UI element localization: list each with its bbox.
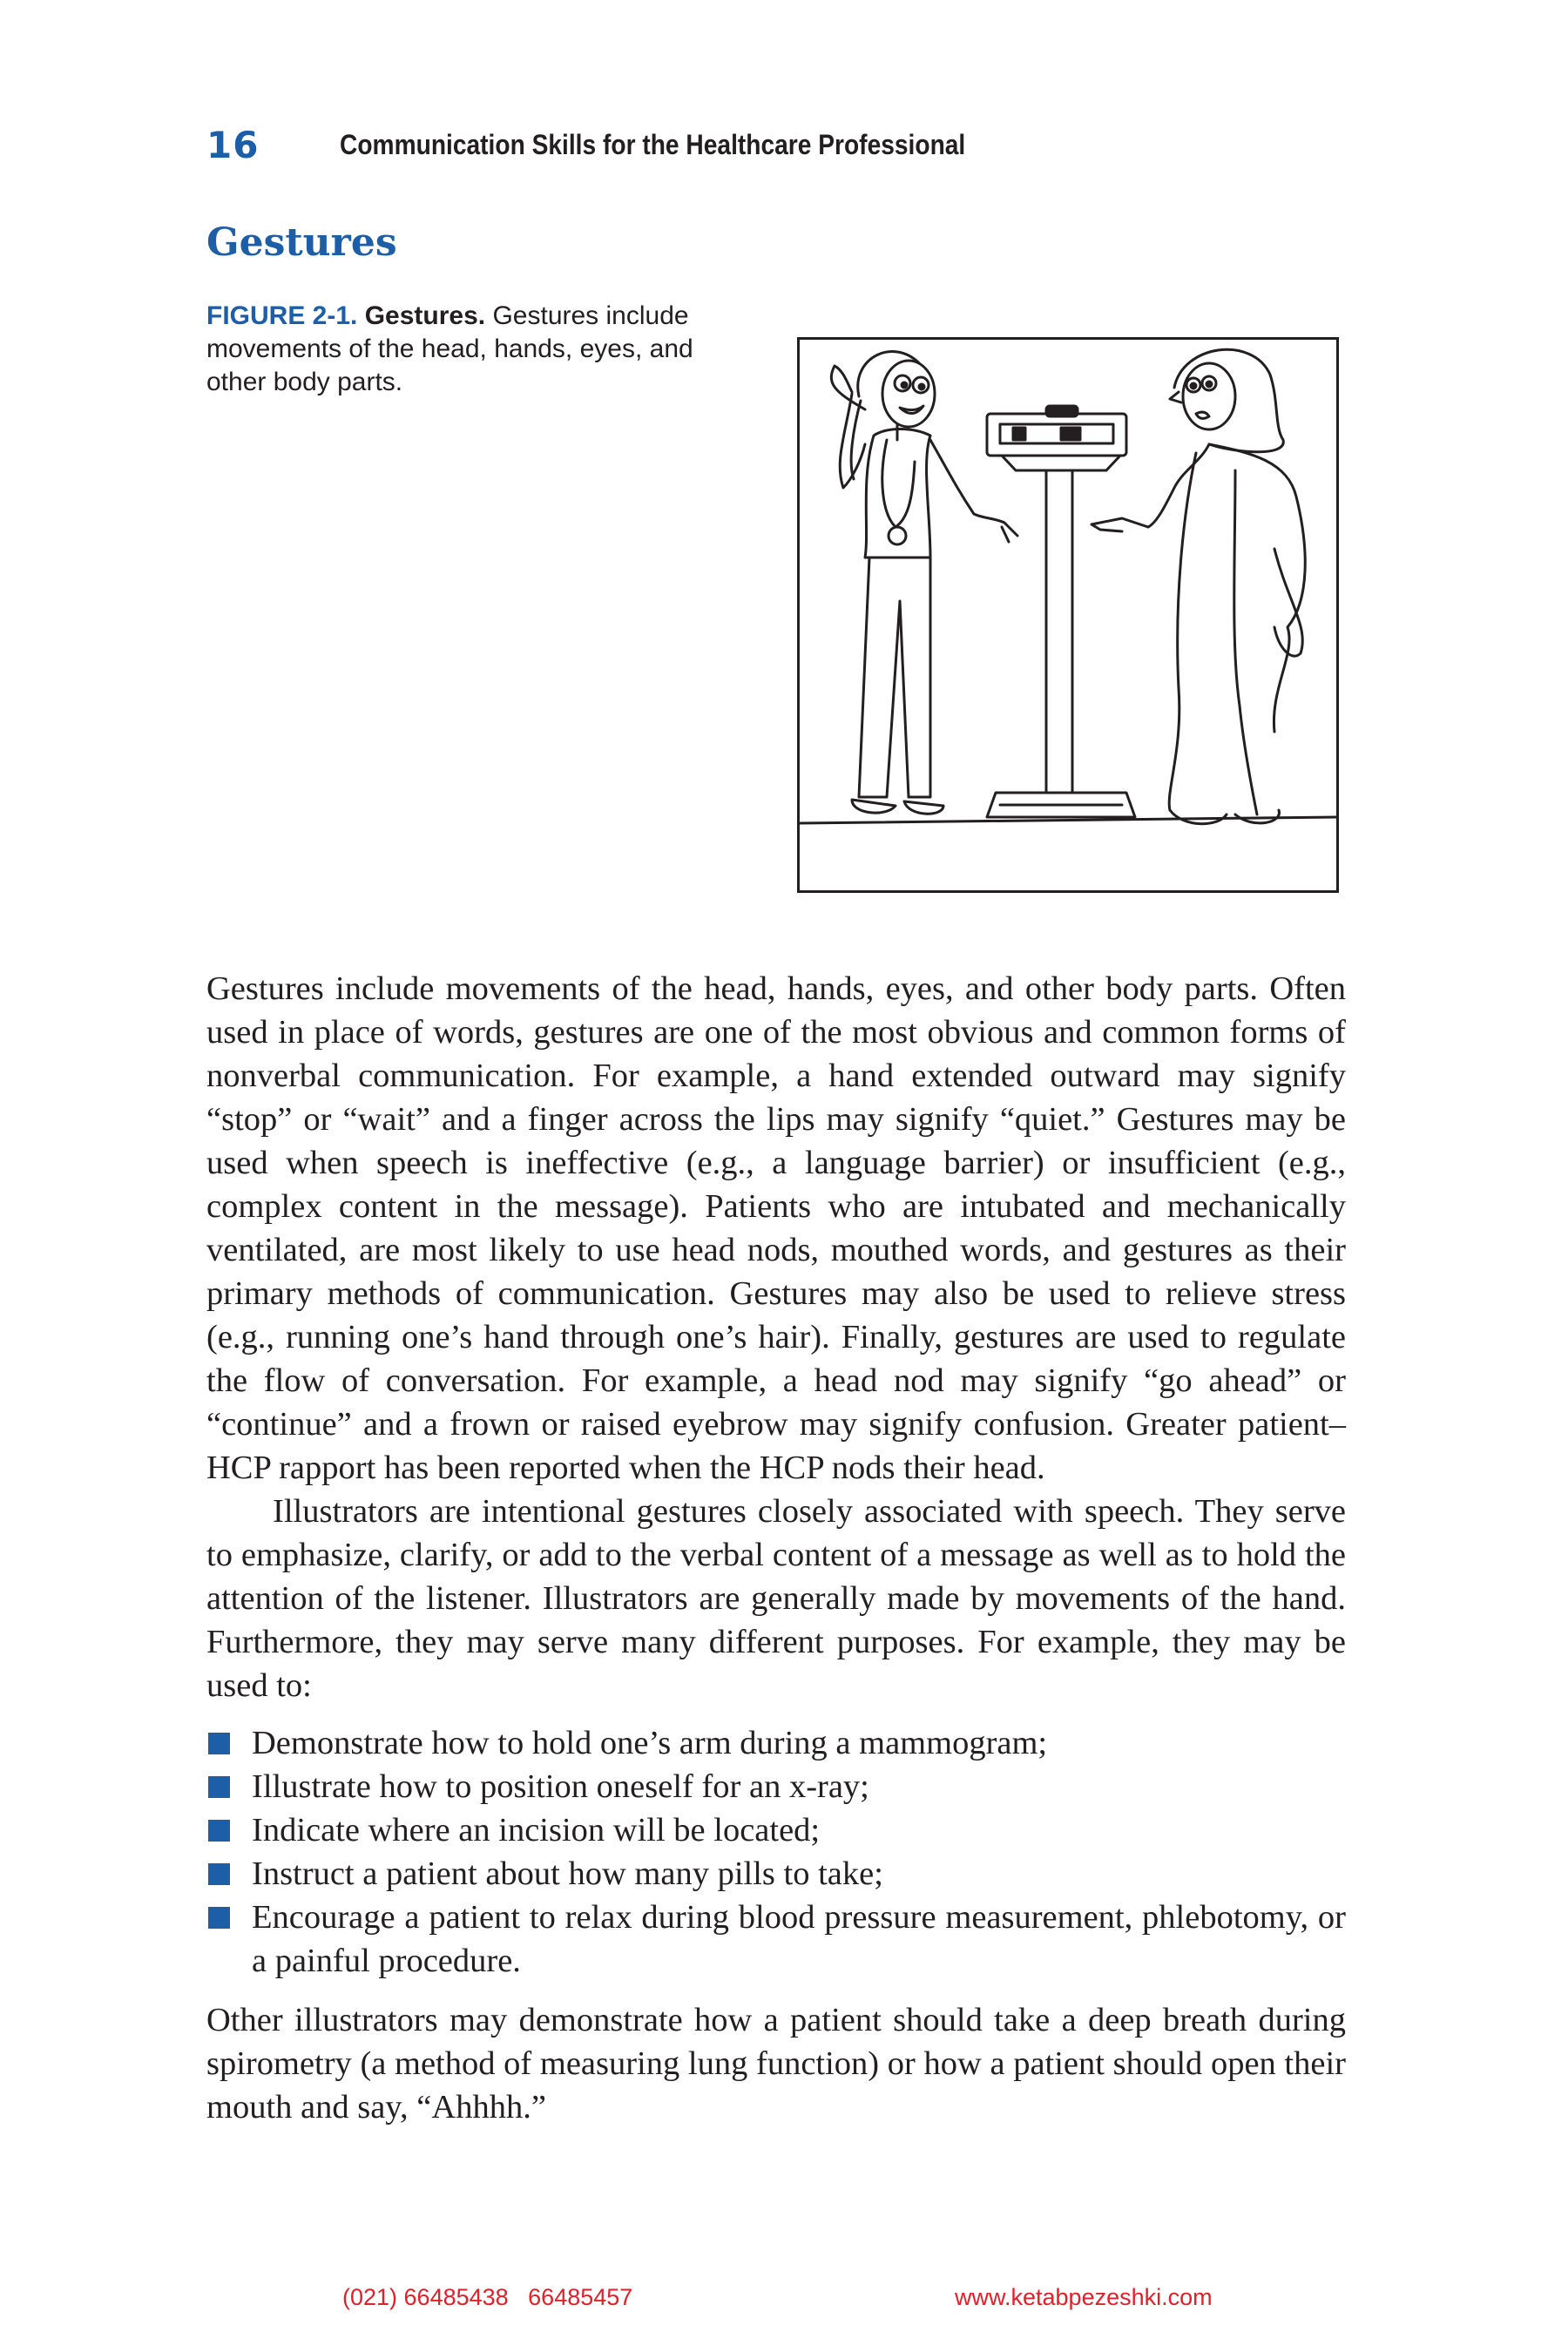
gestures-illustration bbox=[800, 340, 1336, 890]
running-head: Communication Skills for the Healthcare Professional bbox=[340, 129, 966, 160]
section-title: Gestures bbox=[206, 220, 397, 265]
footer-phone: (021) 66485438 66485457 bbox=[342, 2284, 633, 2310]
figure-caption bbox=[206, 300, 738, 399]
list-item bbox=[206, 1852, 1346, 1896]
paragraph-1: Gestures include movements of the head, hands, eyes, and other body parts. Often used in place of words, gestures are one of the most obvious and common forms of nonverbal communication. For example, a hand extended outward may signify “stop” or “wait” and a finger across the lips may signify “quiet.” Gestures may be used when speech is ineffective (e.g., a language barrier) or insufficient (e.g., complex content in the message). Patients who are intubated and mechanically ventilated, are most likely to use head nods, mouthed words, and gestures as their primary methods of communication. Gestures may also be used to relieve stress (e.g., running one’s hand through one’s hair). Finally, gestures are used to regulate the flow of conversation. For example, a head nod may signify “go ahead” or “continue” and a frown or raised eyebrow may signify confusion. Greater patient–HCP rapport has been reported when the HCP nods their head. bbox=[206, 970, 1346, 1486]
bullet-square-icon bbox=[208, 1907, 230, 1929]
body-text bbox=[206, 967, 1346, 2129]
figure-illustration bbox=[797, 337, 1339, 893]
scale-drawing bbox=[987, 406, 1135, 817]
bullet-square-icon bbox=[208, 1863, 230, 1885]
list-item bbox=[206, 1721, 1346, 1765]
paragraph-3: Other illustrators may demonstrate how a patient should take a deep breath during spirometry (a method of measuring lung function) or how a patient should open their mouth and say, “Ahhhh.” bbox=[206, 2002, 1346, 2126]
footer-website-link[interactable]: www.ketabpezeshki.com bbox=[955, 2284, 1213, 2310]
list-item bbox=[206, 1765, 1346, 1808]
list-item-text: Demonstrate how to hold one’s arm during a mammogram; bbox=[252, 1725, 1048, 1761]
patient-figure bbox=[1092, 349, 1305, 823]
nurse-figure bbox=[831, 352, 1017, 814]
list-item-text: Instruct a patient about how many pills to take; bbox=[252, 1855, 883, 1892]
bullet-square-icon bbox=[208, 1733, 230, 1754]
list-item bbox=[206, 1896, 1346, 1983]
list-item-text: Encourage a patient to relax during blood pressure measurement, phlebotomy, or a painful procedure. bbox=[252, 1899, 1346, 1979]
list-item-text: Indicate where an incision will be located; bbox=[252, 1812, 821, 1848]
figure-caption-text: Gestures include movements of the head, hands, eyes, and other body parts. bbox=[206, 301, 693, 396]
page-number: 16 bbox=[206, 124, 260, 166]
paragraph-2: Illustrators are intentional gestures closely associated with speech. They serve to emphasize, clarify, or add to the verbal content of a message as well as to hold the attention of the listener. Illustrators are generally made by movements of the hand. Furthermore, they may serve many different purposes. For example, they may be used to: bbox=[206, 1493, 1346, 1704]
figure-title: Gestures. bbox=[364, 301, 486, 330]
bullet-list bbox=[206, 1721, 1346, 1983]
figure-label: FIGURE 2-1. bbox=[206, 301, 358, 330]
bullet-square-icon bbox=[208, 1820, 230, 1842]
bullet-square-icon bbox=[208, 1776, 230, 1798]
list-item-text: Illustrate how to position oneself for an x-ray; bbox=[252, 1768, 869, 1805]
list-item bbox=[206, 1808, 1346, 1852]
